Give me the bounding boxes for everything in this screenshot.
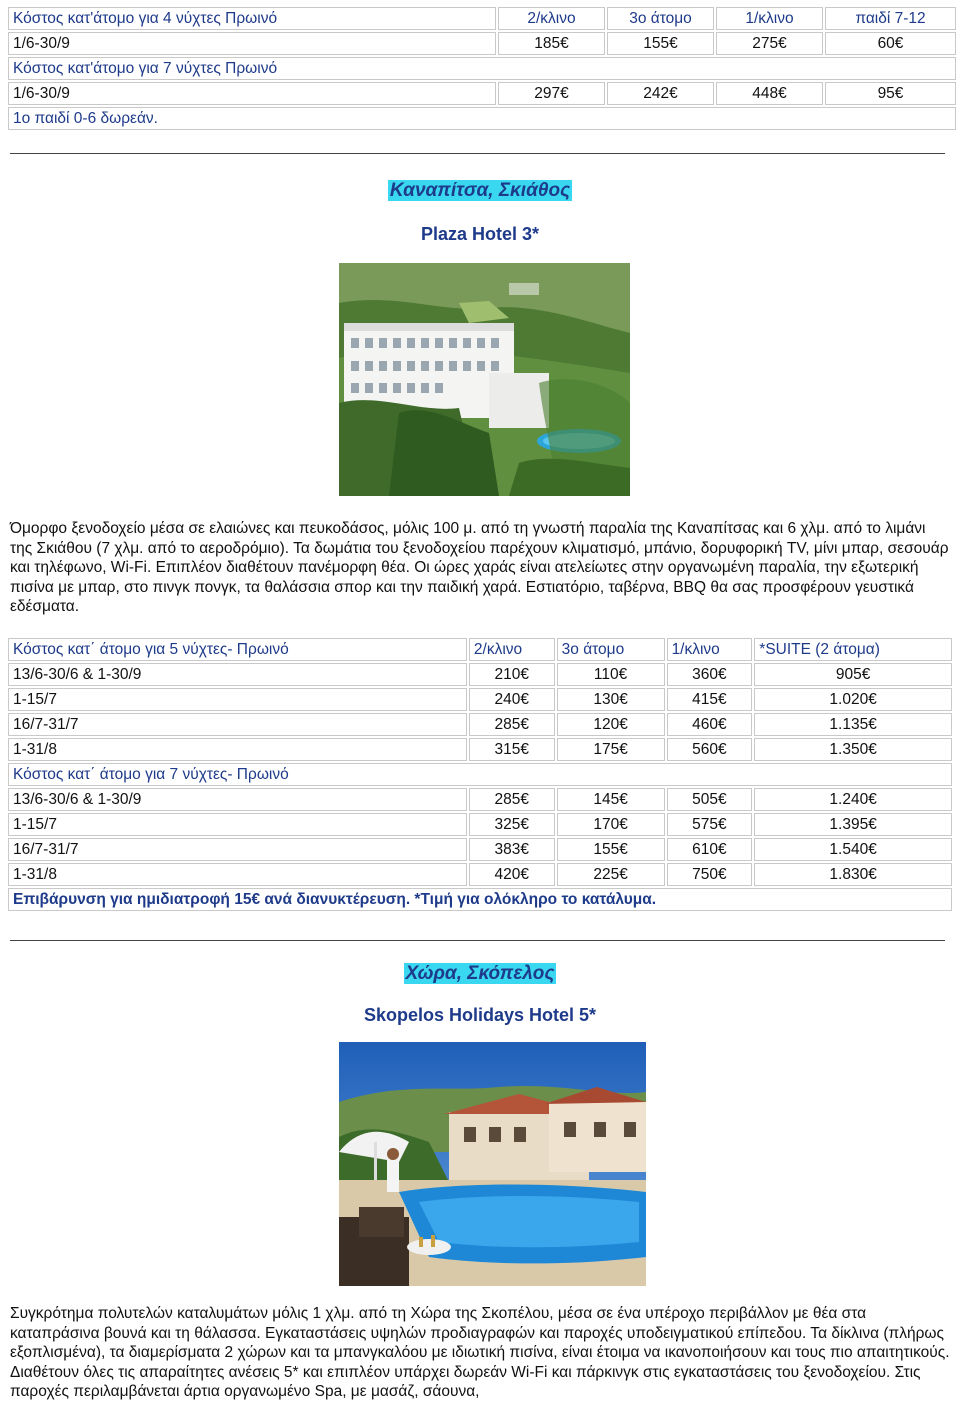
table-header-cell: 3ο άτομο [607,7,714,30]
table-row [8,813,952,836]
table-row [8,688,952,711]
table-cell: 325€ [469,813,555,836]
location-heading [0,180,960,202]
table-header-cell: 1/κλινο [716,7,823,30]
table-cell: 610€ [667,838,753,861]
table-subheader: Κόστος κατ'άτομο για 7 νύχτες Πρωινό [8,57,956,80]
table-cell: 285€ [469,713,555,736]
table-cell: 95€ [825,82,956,105]
divider [10,153,945,154]
table-cell: 1.020€ [754,688,952,711]
table-cell: 175€ [557,738,665,761]
location-text: Χώρα, Σκόπελος [405,963,555,984]
table-cell: 383€ [469,838,555,861]
table-cell: 448€ [716,82,823,105]
hotel-photo-plaza-image [339,263,630,496]
table-cell: 13/6-30/6 & 1-30/9 [8,788,467,811]
table-header-cell: *SUITE (2 άτομα) [754,638,952,661]
table-row [8,788,952,811]
hotel-photo-skopelos-image [339,1042,646,1286]
table-subheader-row [8,763,952,786]
table-row [8,838,952,861]
hotel-name: Skopelos Holidays Hotel 5* [363,1005,597,1025]
hotel-description: Συγκρότημα πολυτελών καταλυμάτων μόλις 1 χλμ. από τη Χώρα της Σκοπέλου, μέσα σε ένα υπέροχο περιβάλλον με θέα στα καταπράσινα βουνά και τη θάλασσα. Εγκαταστάσεις υψηλών προδιαγραφών και παροχές υποδειγματικού επίπεδου. Τα δίκλινα (πλήρως εξοπλισμένα), τα διαμερίσματα 2 χώρων και τα μπανγκαλόου με ιδιωτική πισίνα, είναι έτοιμα να ικανοποιήσουν και τους πιο απαιτητικούς. Διαθέτουν όλες τις απαραίτητες ανέσεις 5* και επιπλέον υπάρχει δωρεάν Wi-Fi και πάρκινγκ στις εγκαταστάσεις του ξενοδοχείου. Στις παροχές περιλαμβάνεται άρτια οργανωμένο Spa, με μασάζ, σάουνα, [10,1305,950,1400]
hotel-description: Όμορφο ξενοδοχείο μέσα σε ελαιώνες και πευκοδάσος, μόλις 100 μ. από τη γνωστή παραλία της Καναπίτσας και 6 χλμ. από το λιμάνι της Σκιάθου (7 χλμ. από το αεροδρόμιο). Τα δωμάτια του ξενοδοχείου παρέχουν κλιματισμό, μπάνιο, δορυφορική TV, μίνι μπαρ, σεσουάρ και τηλέφωνο, Wi-Fi. Επιπλέον διαθέτουν πανέμορφη θέα. Οι ώρες χαράς είναι ατελείωτες στην οργανωμένη παραλία, την εξωτερική πισίνα με μπαρ, στο πινγκ πονγκ, τα θαλάσσια σπορ και την παιδική χαρά. Εστιατόριο, ταβέρνα, BBQ θα σας προσφέρουν γευστικά εδέσματα. [10,520,949,615]
table-cell: 505€ [667,788,753,811]
table-cell: 750€ [667,863,753,886]
table-cell: 1.830€ [754,863,952,886]
table-cell: 170€ [557,813,665,836]
location-text: Καναπίτσα, Σκιάθος [389,180,571,201]
table-cell: 315€ [469,738,555,761]
table-cell: 575€ [667,813,753,836]
table-cell: 1/6-30/9 [8,82,496,105]
table-cell: 155€ [607,32,714,55]
table-cell: 1-15/7 [8,813,467,836]
hotel-photo-plaza [339,263,630,496]
table-cell: 110€ [557,663,665,686]
table-header-cell: 2/κλινο [498,7,605,30]
table-cell: 240€ [469,688,555,711]
table-cell: 130€ [557,688,665,711]
table-cell: 145€ [557,788,665,811]
table-header-cell: Κόστος κατ'άτομο για 4 νύχτες Πρωινό [8,7,496,30]
table-cell: 1.240€ [754,788,952,811]
price-table-plaza [6,636,954,913]
hotel-name: Plaza Hotel 3* [420,224,540,244]
table-note: Επιβάρυνση για ημιδιατροφή 15€ ανά διανυκτέρευση. *Τιμή για ολόκληρο το κατάλυμα. [8,888,952,911]
table-row [8,863,952,886]
table-cell: 120€ [557,713,665,736]
hotel-photo-skopelos [339,1042,646,1286]
table-cell: 1-31/8 [8,738,467,761]
table-header-row [8,7,956,30]
table-cell: 420€ [469,863,555,886]
location-heading [0,963,960,985]
table-row [8,738,952,761]
table-row [8,82,956,105]
table-note-row [8,107,956,130]
table-header-cell: παιδί 7-12 [825,7,956,30]
table-cell: 1.540€ [754,838,952,861]
table-cell: 210€ [469,663,555,686]
table-header-cell: 2/κλινο [469,638,555,661]
table-cell: 460€ [667,713,753,736]
table-row [8,713,952,736]
divider [10,940,945,941]
table-note: 1ο παιδί 0-6 δωρεάν. [8,107,956,130]
table-cell: 905€ [754,663,952,686]
table-cell: 1.350€ [754,738,952,761]
table-cell: 1.135€ [754,713,952,736]
table-cell: 1/6-30/9 [8,32,496,55]
table-cell: 360€ [667,663,753,686]
table-cell: 13/6-30/6 & 1-30/9 [8,663,467,686]
table-cell: 415€ [667,688,753,711]
table-row [8,32,956,55]
table-cell: 155€ [557,838,665,861]
table-header-cell: 1/κλινο [667,638,753,661]
price-table-plaza-prev [6,5,958,132]
table-header-cell: Κόστος κατ΄ άτομο για 5 νύχτες- Πρωινό [8,638,467,661]
table-cell: 16/7-31/7 [8,838,467,861]
table-cell: 560€ [667,738,753,761]
table-cell: 285€ [469,788,555,811]
table-cell: 297€ [498,82,605,105]
table-header-row [8,638,952,661]
table-cell: 242€ [607,82,714,105]
table-subheader-row [8,57,956,80]
table-cell: 1.395€ [754,813,952,836]
table-cell: 225€ [557,863,665,886]
table-note-row [8,888,952,911]
table-subheader: Κόστος κατ΄ άτομο για 7 νύχτες- Πρωινό [8,763,952,786]
table-cell: 185€ [498,32,605,55]
table-row [8,663,952,686]
table-cell: 16/7-31/7 [8,713,467,736]
table-cell: 1-15/7 [8,688,467,711]
table-cell: 1-31/8 [8,863,467,886]
table-header-cell: 3ο άτομο [557,638,665,661]
table-cell: 60€ [825,32,956,55]
table-cell: 275€ [716,32,823,55]
